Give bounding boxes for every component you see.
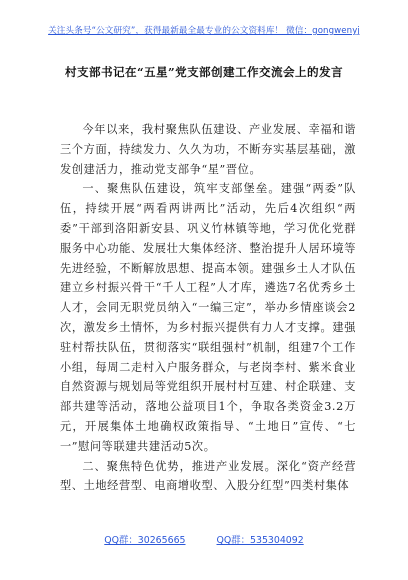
paragraph-industry: 二、聚焦特色优势，推进产业发展。深化“资产经营型、土地经营型、电商增收型、入股分红型”四类村集体 (60, 459, 356, 493)
qq-group-link-1[interactable]: QQ群：30265665 (104, 535, 186, 546)
document-body (60, 120, 356, 496)
qq-group-link-2[interactable]: QQ群：535304092 (216, 535, 304, 546)
document-title: 村支部书记在“五星”党支部创建工作交流会上的发言 (64, 65, 343, 79)
promo-header-link[interactable]: 关注头条号“公文研究”，获得最新最全最专业的公文资料库！ 微信：gongwenyj (48, 26, 360, 36)
paragraph-intro: 今年以来，我村聚焦队伍建设、产业发展、幸福和谐三个方面，持续发力、久久为功，不断夯实基层基础，激发创建活力，推动党支部争“星”晋位。 (60, 123, 356, 176)
paragraph-team-building: 一、聚焦队伍建设，筑牢支部堡垒。建强“两委”队伍，持续开展“两看两讲两比”活动，先后4次组织“两委”干部到洛阳新安县、巩义竹林镇等地，学习优化党群服务中心功能、发展壮大集体经济、整治提升人居环境等先进经验，不断解放思想、提高本领。建强乡土人才队伍建立乡村振兴骨干“千人工程”人才库，遴选7名优秀乡土人才，会同无职党员纳入“一编三定”，举办乡情座谈会2次，激发乡土情怀，为乡村振兴提供有力人才支撑。建强驻村帮扶队伍，贯彻落实“联组强村”机制，组建7个工作小组，每周二走村入户服务群众，与老岗李村、紫米食业自然资源与规划局等党组织开展村村互建、村企联建、支部共建等活动，落地公益项目1个，争取各类资金3.2万元，开展集体土地确权政策指导、“土地日”宣传、“七一”慰问等联建共建活动5次。 (60, 182, 356, 453)
footer-qq-groups (0, 532, 408, 546)
